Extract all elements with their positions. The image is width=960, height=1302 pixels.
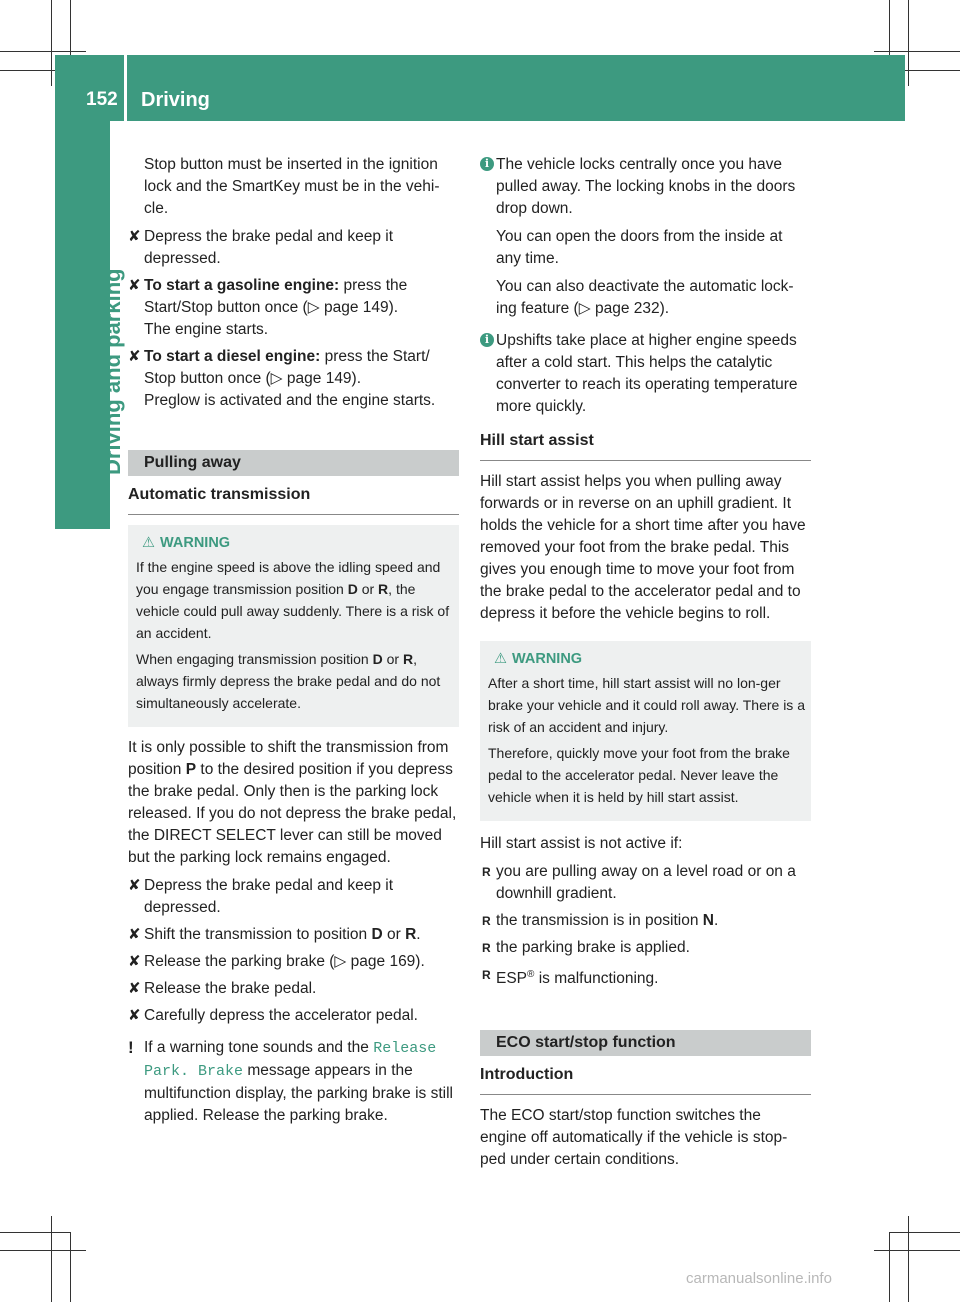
step-marker-icon: ✘ xyxy=(128,980,141,997)
info-icon: i xyxy=(480,333,494,347)
crop-mark xyxy=(0,51,86,52)
page-ref-link[interactable]: page 149). xyxy=(323,299,399,316)
section-heading: ECO start/stop function xyxy=(480,1030,811,1056)
bullet-item: R the transmission is in position N. xyxy=(480,910,811,932)
note-item: ! If a warning tone sounds and the Release Park. Brake message appears in the multifunction display, the parking brake is still applied. Release the parking brake. xyxy=(128,1038,453,1124)
page-ref-arrow-icon: ▷ xyxy=(578,300,595,317)
step-item: ✘ To start a gasoline engine: press the Start/Stop button once (▷ page 149). The engine starts. xyxy=(128,277,408,338)
step-marker-icon: ✘ xyxy=(128,277,141,294)
step-marker-icon: ✘ xyxy=(128,228,141,245)
step-item: ✘ To start a diesel engine: press the Start/ Stop button once (▷ page 149). Preglow is activated and the engine starts. xyxy=(128,348,436,409)
paragraph: Hill start assist helps you when pulling away forwards or in reverse on an uphill gradient. It holds the vehicle for a short time after you have removed your foot from the brake pedal. This gives you enough time to move your foot from the brake pedal to the accelerator pedal and to depress it before the vehicle begins to roll. xyxy=(480,473,806,622)
display-message: Release Park. Brake xyxy=(144,1040,437,1080)
crop-mark xyxy=(908,0,909,86)
paragraph: It is only possible to shift the transmission from position P to the desired position if you depress the brake pedal. Only then is the parking lock released. If you do not depress the brake pedal, the DIRECT SELECT lever can still be moved but the parking lock remains engaged. xyxy=(128,739,457,866)
paragraph: Stop button must be inserted in the ignition lock and the SmartKey must be in the vehi-cle. xyxy=(144,156,440,217)
crop-mark xyxy=(908,1216,909,1302)
step-item: ✘ Shift the transmission to position D or R. xyxy=(128,924,459,946)
page-title: Driving xyxy=(141,89,210,111)
warning-triangle-icon: ⚠ xyxy=(494,651,507,667)
page-ref-arrow-icon: ▷ xyxy=(270,370,287,387)
watermark: carmanualsonline.info xyxy=(686,1270,832,1287)
warning-triangle-icon: ⚠ xyxy=(142,535,155,551)
step-marker-icon: ✘ xyxy=(128,953,141,970)
warning-text: If the engine speed is above the idling speed and you engage transmission position D or R, the vehicle could pull away suddenly. There is a risk of an accident. xyxy=(136,559,450,641)
bullet-item: R the parking brake is applied. xyxy=(480,937,811,959)
left-column xyxy=(128,154,459,1135)
crop-mark xyxy=(0,1232,70,1233)
header-divider xyxy=(124,55,127,121)
warning-title: ⚠ WARNING xyxy=(488,648,805,670)
right-column xyxy=(480,154,811,1177)
info-item: i The vehicle locks centrally once you have pulled away. The locking knobs in the doors drop down. You can open the doors from the inside at any time. You can also deactivate the automatic lock-ing feature (▷ page 232). xyxy=(480,154,811,320)
bullet-marker-icon: R xyxy=(482,941,491,955)
bullet-marker-icon: R xyxy=(482,914,491,928)
step-item: ✘ Depress the brake pedal and keep it depressed. xyxy=(128,228,394,267)
paragraph: The ECO start/stop function switches the engine off automatically if the vehicle is stop-ped under certain conditions. xyxy=(480,1107,788,1169)
page-number: 152 xyxy=(86,89,118,110)
warning-text: When engaging transmission position D or R, always firmly depress the brake pedal and do not simultaneously accelerate. xyxy=(136,651,441,711)
page-ref-arrow-icon: ▷ xyxy=(307,299,324,316)
page-ref-link[interactable]: page 169). xyxy=(350,953,425,970)
crop-mark xyxy=(51,0,52,86)
step-item: ✘ Release the brake pedal. xyxy=(128,978,459,1000)
paragraph: Hill start assist is not active if: xyxy=(480,835,683,852)
crop-mark xyxy=(890,1232,960,1233)
bullet-marker-icon: R xyxy=(482,865,491,879)
page-ref-link[interactable]: page 232). xyxy=(594,300,670,317)
crop-mark xyxy=(874,51,960,52)
step-marker-icon: ✘ xyxy=(128,926,141,943)
section-heading: Pulling away xyxy=(128,450,459,476)
bullet-item: R ESP® is malfunctioning. xyxy=(480,964,811,990)
warning-box xyxy=(128,525,459,727)
bullet-marker-icon: R xyxy=(482,968,491,982)
warning-text: Therefore, quickly move your foot from the brake pedal to the accelerator pedal. Never leave the vehicle when it is held by hill start assist. xyxy=(488,745,790,805)
sub-heading: Automatic transmission xyxy=(128,484,459,515)
crop-mark xyxy=(889,1232,890,1302)
bullet-item: R you are pulling away on a level road or on a downhill gradient. xyxy=(482,863,796,902)
warning-text: After a short time, hill start assist will no lon-ger brake your vehicle and it could roll away. There is a risk of an accident and injury. xyxy=(488,675,805,735)
page-ref-link[interactable]: page 149). xyxy=(286,370,362,387)
sub-heading: Hill start assist xyxy=(480,430,811,461)
step-marker-icon: ✘ xyxy=(128,1007,141,1024)
warning-title: ⚠ WARNING xyxy=(136,532,453,554)
step-item: ✘ Depress the brake pedal and keep it depressed. xyxy=(128,877,394,916)
crop-mark xyxy=(0,1250,86,1251)
info-item: i Upshifts take place at higher engine speeds after a cold start. This helps the catalytic converter to reach its operating temperature more quickly. xyxy=(480,330,811,418)
step-item: ✘ Release the parking brake (▷ page 169). xyxy=(128,951,459,973)
crop-mark xyxy=(874,1250,960,1251)
crop-mark xyxy=(70,1232,71,1302)
info-icon: i xyxy=(480,157,494,171)
warning-box xyxy=(480,641,811,821)
sub-heading: Introduction xyxy=(480,1064,811,1095)
exclamation-icon: ! xyxy=(128,1038,134,1057)
step-marker-icon: ✘ xyxy=(128,348,141,365)
step-item: ✘ Carefully depress the accelerator pedal. xyxy=(128,1005,459,1027)
side-label: Driving and parking xyxy=(100,268,125,475)
step-marker-icon: ✘ xyxy=(128,877,141,894)
page-ref-arrow-icon: ▷ xyxy=(334,953,351,970)
crop-mark xyxy=(51,1216,52,1302)
